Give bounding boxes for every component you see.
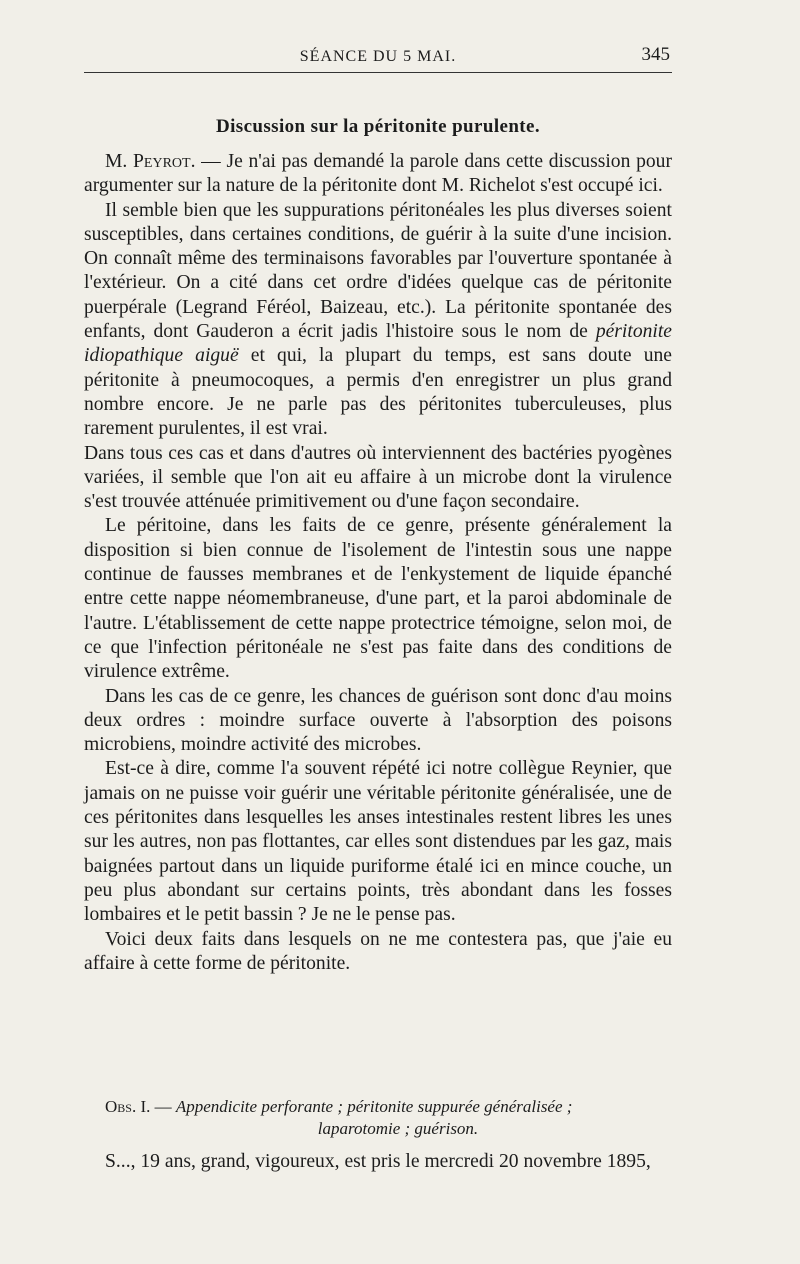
paragraph-1 xyxy=(84,150,672,199)
paragraph-2-before: Il semble bien que les suppurations péritonéales les plus diverses soient susceptibles, dans certaines conditions, de guérir à la suite d'une incision. On connaît même des terminaisons favorables par l'ouverture spontanée à l'extérieur. On a cité dans cet ordre d'idées quelque cas de péritonite puerpérale (Legrand Féréol, Baizeau, etc.). La péritonite spontanée des enfants, dont Gauderon a écrit jadis l'histoire sous le nom de xyxy=(84,199,672,343)
paragraph-3: Dans tous ces cas et dans d'autres où interviennent des bactéries pyogènes variées, il semble que l'on ait eu affaire à un microbe dont la virulence s'est trouvée atténuée primitivement ou d'une façon secondaire. xyxy=(84,442,672,513)
paragraph-4: Le péritoine, dans les faits de ce genre, présente généralement la disposition si bien connue de l'isolement de l'intestin sous une nappe continue de fausses membranes et de l'enkystement de liquide épanché entre cette nappe néomembraneuse, d'une part, et la paroi abdominale de l'autre. L'établissement de cette nappe protectrice témoigne, selon moi, de ce que l'infection péritonéale ne s'est pas faite dans des conditions de virulence extrême. xyxy=(84,515,672,683)
paragraph-2 xyxy=(84,199,672,442)
body-text xyxy=(84,150,672,976)
paragraph-5: Dans les cas de ce genre, les chances de guérison sont donc d'au moins deux ordres : moindre surface ouverte à l'absorption des poisons microbiens, moindre activité des microbes. xyxy=(84,685,672,756)
observation-title-1: Appendicite perforante ; péritonite suppurée généralisée ; xyxy=(175,1097,573,1116)
running-title: SÉANCE DU 5 MAI. xyxy=(299,48,457,65)
paragraph-6: Est-ce à dire, comme l'a souvent répété ici notre collègue Reynier, que jamais on ne puisse voir guérir une véritable péritonite généralisée, une de ces péritonites dans lesquelles les anses intestinales restent libres les unes sur les autres, non pas flottantes, car elles sont distendues par les gaz, mais baignées partout dans un liquide puriforme étalé ici en mince couche, un peu plus abondant sur certains points, très abondant dans les fosses lombaires et le petit bassin ? Je ne le pense pas. xyxy=(84,758,672,926)
page-number: 345 xyxy=(641,44,670,65)
speaker-name: M. Peyrot. xyxy=(105,151,196,172)
observation-label: Obs. I. — xyxy=(105,1097,176,1116)
paragraph-1-text: — Je n'ai pas demandé la parole dans cette discussion pour argumenter sur la nature de la péritonite dont M. Richelot s'est occupé ici. xyxy=(84,151,672,197)
section-title: Discussion sur la péritonite purulente. xyxy=(215,116,541,137)
observation-heading xyxy=(84,1096,672,1140)
paragraph-7: Voici deux faits dans lesquels on ne me contestera pas, que j'aie eu affaire à cette forme de péritonite. xyxy=(84,928,672,974)
running-header xyxy=(84,44,672,73)
paragraph-2-after: et qui, la plupart du temps, est sans doute une péritonite à pneumocoques, a permis d'en enregistrer un plus grand nombre encore. Je ne parle pas des péritonites tuberculeuses, plus rarement purulentes, il est vrai. xyxy=(84,345,673,440)
observation-title-2: laparotomie ; guérison. xyxy=(317,1119,479,1138)
case-text-line: S..., 19 ans, grand, vigoureux, est pris le mercredi 20 novembre 1895, xyxy=(105,1151,651,1172)
observation-line-1 xyxy=(84,1096,672,1118)
paragraph-2-italic: péritonite idiopathique aiguë xyxy=(84,321,672,367)
